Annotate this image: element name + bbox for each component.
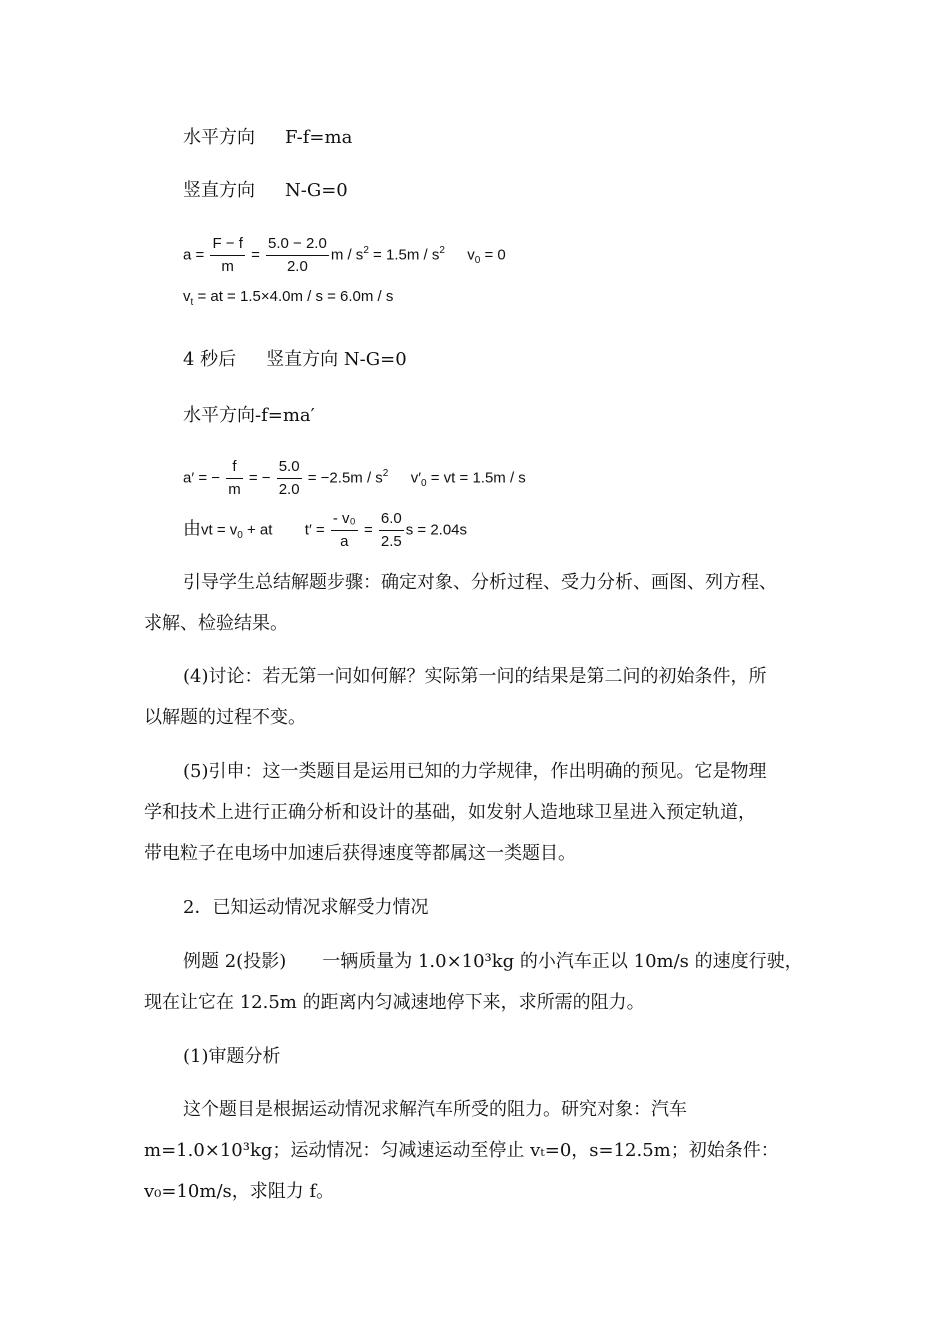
formula-acceleration [183,233,506,278]
formula3-f2-den: 2.0 [278,481,300,498]
formula2-vt: v [183,288,191,305]
analysis-line-2: m=1.0×10³kg；运动情况：匀减速运动至停止 vₜ=0，s=12.5m；初始条件： [144,1140,779,1161]
horizontal-equation: F-f=ma [285,127,353,148]
discussion-paragraph-line-1: (4)讨论：若无第一问如何解？实际第一问的结果是第二问的初始条件，所 [183,666,767,687]
formula4-tail: s = 2.04s [405,521,468,539]
formula4-prefix: 由 [183,518,201,540]
formula1-v0-sub: 0 [474,255,481,267]
extension-paragraph-line-1: (5)引申：这一类题目是运用已知的力学规律，作出明确的预见。它是物理 [183,761,767,782]
after-4s-equation: 竖直方向 N-G=0 [266,349,407,370]
formula4-eq-sub: 0 [237,530,243,542]
formula1-unit: m / s [330,246,364,264]
vertical-equation: N-G=0 [285,180,348,201]
example-2-line-1: 例题 2(投影) 一辆质量为 1.0×10³kg 的小汽车正以 10m/s 的速度行驶， [183,951,803,972]
formula1-f2-num: 5.0 − 2.0 [266,233,329,256]
horizontal-label: 水平方向 [183,127,255,148]
formula4-f2-num: 6.0 [379,508,404,531]
formula3-f1-num: f [226,456,243,479]
formula4-fraction-1 [331,508,358,553]
vertical-label: 竖直方向 [183,180,255,201]
formula1-v0: v [467,246,475,264]
formula4-f1-num: - v₀ [331,508,358,531]
steps-paragraph-line-1: 引导学生总结解题步骤：确定对象、分析过程、受力分析、画图、列方程、 [183,572,777,593]
formula3-fraction-2 [277,456,302,501]
example-2-line-2: 现在让它在 12.5m 的距离内匀减速地停下来，求所需的阻力。 [144,992,645,1013]
steps-paragraph-line-2: 求解、检验结果。 [144,613,288,634]
analysis-line-1: 这个题目是根据运动情况求解汽车所受的阻力。研究对象：汽车 [183,1099,687,1120]
formula3-v0p-sub: 0 [421,478,427,490]
discussion-paragraph-line-2: 以解题的过程不变。 [144,707,306,728]
formula4-f1-den: a [340,533,349,550]
formula1-fraction-1 [210,233,244,278]
formula3-eq2: = − [248,469,271,487]
formula4-eq: vt = v [201,521,238,539]
formula3-f1-den: m [228,481,241,498]
after-4s-label: 4 秒后 [183,349,237,370]
formula3-sup: 2 [382,468,389,480]
formula3-result: = −2.5m / s [307,469,383,487]
formula1-f1-num: F − f [210,233,244,256]
formula1-sup-1: 2 [363,245,369,257]
formula1-v0-rhs: = 0 [484,246,506,264]
formula3-f2-num: 5.0 [277,456,302,479]
section-2-heading: 2．已知运动情况求解受力情况 [183,897,429,918]
formula4-tp: t′ = [304,521,325,539]
formula1-lhs: a = [183,246,205,264]
formula1-sup-2: 2 [439,245,445,257]
formula4-f2-den: 2.5 [380,533,402,550]
formula3-lhs: a′ = − [183,469,221,487]
formula-deceleration [183,456,526,501]
after-4s-line [183,349,407,371]
extension-paragraph-line-3: 带电粒子在电场中加速后获得速度等都属这一类题目。 [144,843,576,864]
formula3-v0p-rhs: = vt = 1.5m / s [430,469,526,487]
extension-paragraph-line-2: 学和技术上进行正确分析和设计的基础，如发射人造地球卫星进入预定轨道， [144,802,756,823]
formula1-eq2: = [251,246,260,264]
vertical-direction-line [183,180,348,202]
formula4-fraction-2 [379,508,404,553]
formula1-f1-den: m [221,258,234,275]
formula4-eq-tail: + at [247,521,273,539]
formula3-v0p: v′ [410,469,422,487]
formula-velocity [183,288,394,308]
formula1-result: = 1.5m / s [373,246,440,264]
analysis-heading: (1)审题分析 [183,1046,281,1067]
formula2-rhs: = at = 1.5×4.0m / s = 6.0m / s [197,288,394,305]
formula-time [183,508,467,553]
formula4-eq2: = [363,521,373,539]
formula1-f2-den: 2.0 [286,258,308,275]
horizontal-direction-line [183,127,352,149]
formula2-vt-sub: t [190,297,194,308]
formula1-fraction-2 [266,233,329,278]
analysis-line-3: v₀=10m/s，求阻力 f。 [144,1181,335,1202]
formula3-fraction-1 [226,456,243,501]
horizontal2-line: 水平方向-f=ma′ [183,405,315,426]
